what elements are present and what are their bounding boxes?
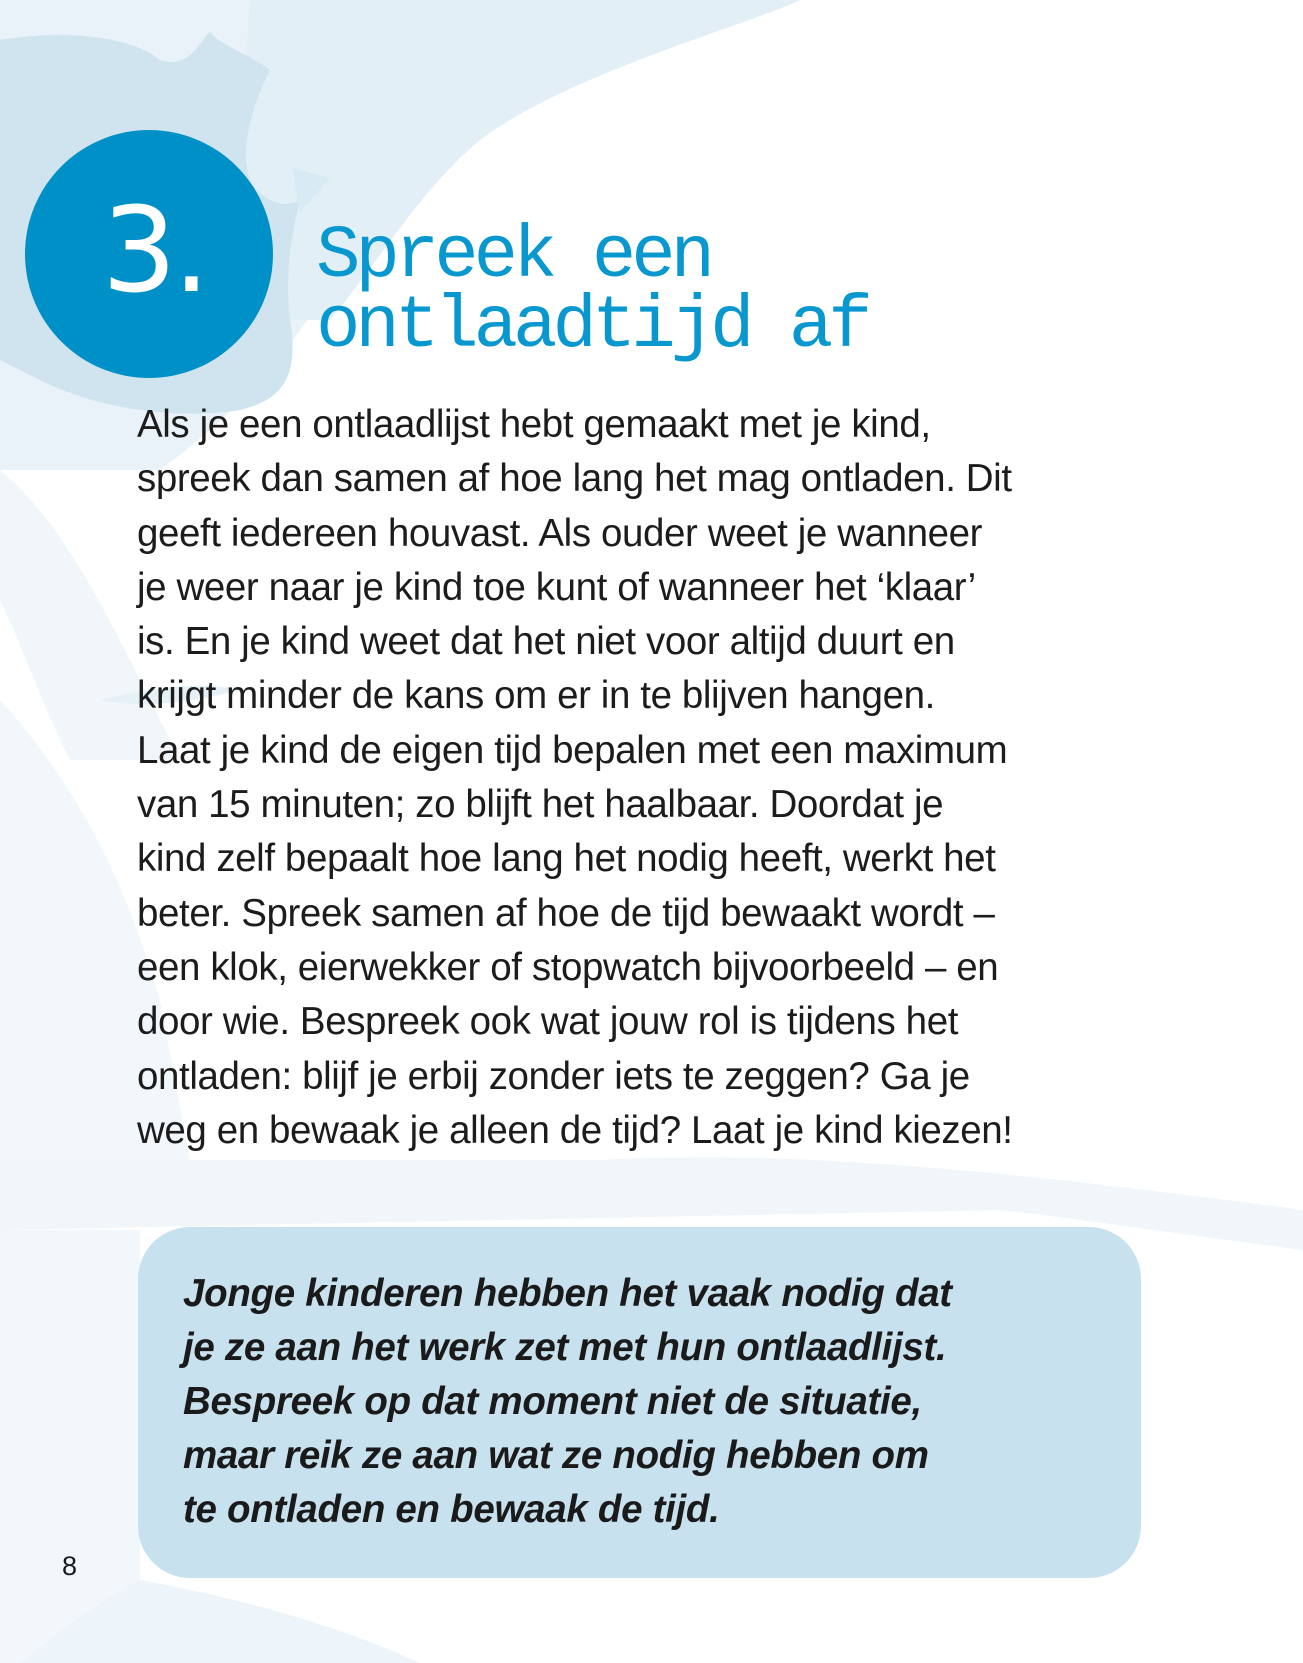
section-title-line: ontlaadtijd af (316, 285, 868, 369)
section-number-badge (25, 130, 273, 378)
tip-line: je ze aan het werk zet met hun ontlaadlijst. (183, 1326, 947, 1369)
body-line: je weer naar je kind toe kunt of wanneer het ‘klaar’ (137, 565, 976, 609)
body-line: ontladen: blijf je erbij zonder iets te zeggen? Ga je (137, 1054, 970, 1098)
body-line: door wie. Bespreek ook wat jouw rol is tijdens het (137, 1000, 959, 1044)
section-title (316, 215, 868, 369)
body-line: weg en bewaak je alleen de tijd? Laat je kind kiezen! (137, 1108, 1013, 1152)
tip-line: te ontladen en bewaak de tijd. (183, 1488, 720, 1531)
tip-line: Bespreek op dat moment niet de situatie, (183, 1380, 922, 1423)
body-line: krijgt minder de kans om er in te blijven hangen. (137, 674, 935, 718)
body-line: geeft iedereen houvast. Als ouder weet je wanneer (137, 511, 983, 555)
body-line: kind zelf bepaalt hoe lang het nodig heeft, werkt het (137, 837, 996, 881)
page-number: 8 (62, 1551, 78, 1581)
body-paragraph (137, 398, 1147, 1158)
body-line: is. En je kind weet dat het niet voor altijd duurt en (137, 620, 955, 664)
section-number: 3. (101, 181, 207, 319)
body-line: Als je een ontlaadlijst hebt gemaakt met je kind, (137, 403, 931, 446)
body-line: van 15 minuten; zo blijft het haalbaar. Doordat je (137, 783, 944, 827)
body-line: een klok, eierwekker of stopwatch bijvoorbeeld – en (137, 945, 999, 989)
tip-line: Jonge kinderen hebben het vaak nodig dat (183, 1272, 952, 1315)
tip-line: maar reik ze aan wat ze nodig hebben om (183, 1434, 929, 1477)
section-title-line: Spreek een (316, 215, 711, 299)
tip-text (183, 1267, 952, 1537)
body-line: spreek dan samen af hoe lang het mag ontladen. Dit (137, 457, 1012, 501)
body-line: Laat je kind de eigen tijd bepalen met een maximum (137, 728, 1008, 772)
body-line: beter. Spreek samen af hoe de tijd bewaakt wordt – (137, 891, 995, 935)
tip-callout-box (138, 1227, 1141, 1578)
